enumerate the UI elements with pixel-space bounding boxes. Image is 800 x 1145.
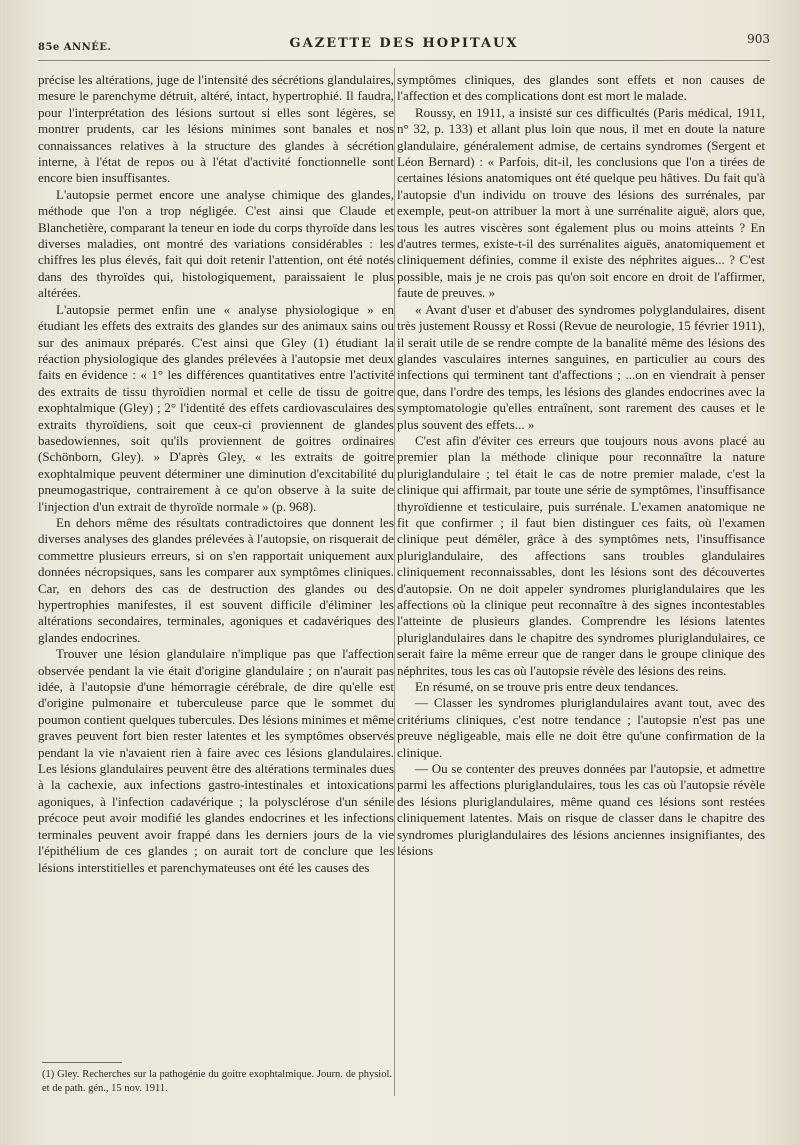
right-column — [397, 72, 765, 860]
left-column — [38, 72, 394, 876]
paragraph: L'autopsie permet encore une analyse chimique des glandes, méthode que l'on a trop négligée. C'est ainsi que Claude et Blanchetière, comparant la teneur en iode du corps thyroïde dans les diverses maladies, ont montré des variations considérables : les chiffres les plus élevés, fait qui doit retenir l'attention, ont été notés dans des thyroïdes qui, histologiquement, paraissaient le plus altérées. — [38, 186, 394, 301]
paragraph: — Classer les syndromes pluriglandulaires avant tout, avec des critériums cliniques, c'est notre tendance ; l'autopsie n'est pas une preuve négligeable, mais elle ne doit être qu'une confirmation de la clinique. — [397, 695, 765, 760]
paragraph: C'est afin d'éviter ces erreurs que toujours nous avons placé au premier plan la méthode clinique pour reconnaître la nature pluriglandulaire ; tel était le cas de notre premier malade, c'est la clinique qui affirmait, par toute une série de symptômes, l'insuffisance thyroïdienne et testiculaire, puis surrénale. L'examen anatomique ne fit que confirmer ; il faut bien distinguer ces faits, où l'examen clinique peut démêler, grâce à des symptômes nets, l'insuffisance pluriglandulaire, des affections sans troubles glandulaires cliniquement reconnaissables, dont les lésions sont des découvertes d'autopsie. On ne doit appeler syndromes pluriglandulaires que les affections où la clinique peut reconnaître à des signes incontestables l'atteinte de plusieurs glandes. Comprendre les lésions latentes pluriglandulaires dans le chapitre des syndromes pluriglandulaires, ce serait faire la même erreur que de ranger dans le groupe clinique des néphrites, tous les cas où l'autopsie révèle des lésions des reins. — [397, 432, 765, 678]
paragraph: L'autopsie permet enfin une « analyse physiologique » en étudiant les effets des extraits des glandes sur des animaux sains ou sur des animaux préparés. C'est ainsi que Gley (1) étudiant la réaction physiologique des glandes prélevées à l'autopsie met deux faits en évidence : « 1° les différences quantitatives entre l'activité des extraits de tissu thyroïdien normal et celle de tissu de goitre exophtalmique (Gley) ; 2° l'identité des effets cardiovasculaires des extraits thyroïdiens, soit que ceux-ci proviennent de glandes basedowiennes, soit qu'ils proviennent de goitres ordinaires (Schönborn, Gley). » D'après Gley, « les extraits de goitre exophtalmique peuvent déterminer une diminution d'excitabilité du pneumogastrique, contrairement à ce qu'on observe à la suite de l'injection d'un extrait de thyroïde normale » (p. 968). — [38, 301, 394, 514]
paragraph: « Avant d'user et d'abuser des syndromes polyglandulaires, disent très justement Roussy et Rossi (Revue de neurologie, 15 février 1911), il serait utile de se rendre compte de la banalité même des lésions des glandes vasculaires internes sanguines, en particulier au cours des infections qui terminent tant d'affections ; ...on en viendrait à penser que, dans l'ordre des temps, les lésions des glandes endocrines avec la symptomatologie qu'elles entraînent, sont rarement des causes et le plus souvent des effets... » — [397, 301, 765, 432]
footnote: (1) Gley. Recherches sur la pathogénie du goitre exophtalmique. Journ. de physiol. et de path. gén., 15 nov. 1911. — [42, 1069, 392, 1094]
paragraph: En résumé, on se trouve pris entre deux tendances. — [415, 679, 679, 695]
paragraph: Trouver une lésion glandulaire n'implique pas que l'affection observée pendant la vie était d'origine glandulaire ; on n'aurait pas idée, à l'autopsie d'une hémorragie cérébrale, de dire qu'elle est d'origine pulmonaire et tuberculeuse parce que le sommet du poumon contient quelques tubercules. Des lésions minimes et même graves peuvent fort bien rester latentes et les symptômes observés pendant la vie n'avaient rien à faire avec ces lésions glandulaires. Les lésions glandulaires peuvent être des altérations terminales dues à la cachexie, aux infections gastro-intestinales et intoxications agoniques, à l'infection cadavérique ; la polysclérose d'un sénile précoce peut avoir modifié les glandes endocrines et les infections terminales peuvent avoir frappé dans les derniers jours de la vie l'épithélium de ces glandes ; on aurait tort de conclure que les lésions interstitielles et parenchymateuses ont été les causes des — [38, 646, 394, 875]
volume-label: 85e ANNÉE. — [38, 42, 112, 53]
header-rule — [38, 60, 770, 61]
paragraph: précise les altérations, juge de l'intensité des sécrétions glandulaires, mesure le parenchyme détruit, altéré, intact, hypertrophié. Il faudra, pour l'interprétation des lésions surtout si elles sont légères, se montrer prudents, car les lésions minimes sont banales et nos connaissances relatives à la structure des glandes à sécrétion interne, à l'état de repos ou à l'état d'activité fonctionnelle sont encore bien insuffisantes. — [38, 72, 394, 186]
paragraph: Roussy, en 1911, a insisté sur ces difficultés (Paris médical, 1911, n° 32, p. 133) et allant plus loin que nous, il met en doute la nature glandulaire, généralement admise, de certains syndromes (Sergent et Léon Bernard) : « Parfois, dit-il, les conclusions que l'on a tirées de certaines lésions anatomiques ont été quelque peu hâtives. Du fait qu'à l'autopsie d'un individu on trouve des lésions des surrénales, par exemple, peut-on attribuer la mort à une surrénalite aiguë, alors que, tous les autres viscères sont également plus ou moins atteints ? En d'autres termes, existe-t-il des surrénalites aiguës, anatomiquement et cliniquement définies, comme il existe des néphrites aigues... ? C'est possible, mais je ne crois pas qu'on soit encore en droit de l'affirmer, faute de preuves. » — [397, 104, 765, 301]
journal-title: GAZETTE DES HOPITAUX — [289, 36, 519, 51]
page-number: 903 — [747, 32, 770, 46]
running-header — [38, 28, 770, 54]
paragraph: En dehors même des résultats contradictoires que donnent les diverses analyses des glandes prélevées à l'autopsie, on risquerait de commettre plusieurs erreurs, si on s'en rapportait uniquement aux données nécropsiques, sans les comparer aux symptômes cliniques. Car, en dehors des cas de destruction des glandes ou des hypertrophies manifestes, il est souvent difficile d'éliminer les altérations secondaires, terminales, agoniques et cadavériques des glandes endocrines. — [38, 514, 394, 645]
paragraph: — Ou se contenter des preuves données par l'autopsie, et admettre parmi les affections pluriglandulaires, tous les cas où l'autopsie révèle des lésions pluriglandulaires, même quand ces lésions sont restées cliniquement latentes. Mais on risque de classer dans le chapitre des syndromes pluriglandulaires des lésions anciennes insignifiantes, des lésions — [397, 761, 765, 859]
column-divider — [394, 68, 395, 1096]
footnote-rule — [42, 1062, 122, 1063]
paragraph: symptômes cliniques, des glandes sont effets et non causes de l'affection et des complications dont est mort le malade. — [397, 72, 765, 104]
